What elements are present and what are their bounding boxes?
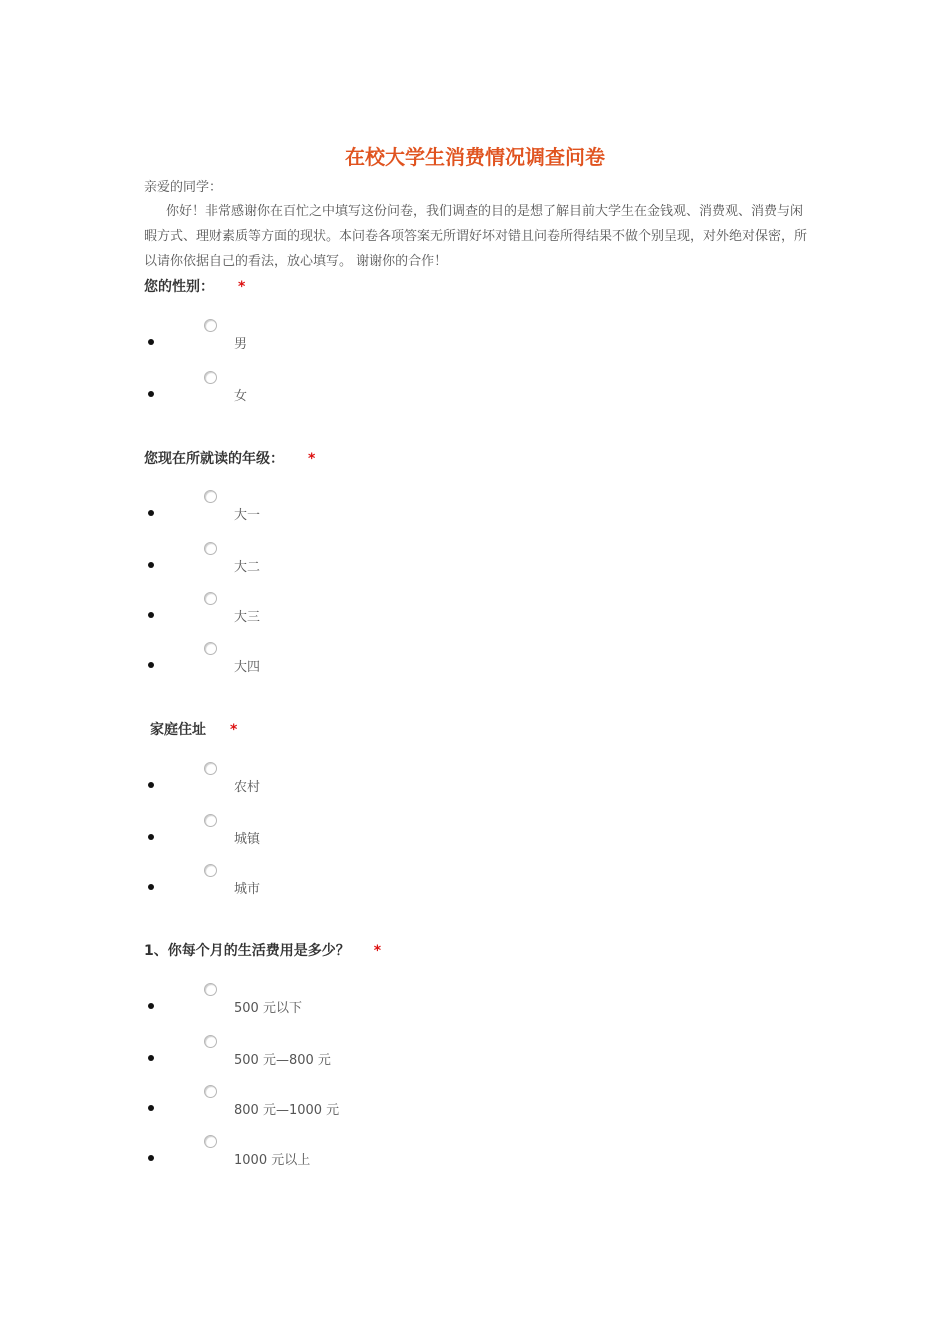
radio-button[interactable]	[204, 1085, 217, 1098]
radio-button[interactable]	[204, 319, 217, 332]
question-monthly-expense	[144, 940, 381, 960]
required-mark: *	[373, 943, 382, 959]
question-label: 您现在所就读的年级：	[144, 451, 284, 467]
required-mark: *	[230, 722, 238, 738]
radio-button[interactable]	[204, 490, 217, 503]
option-label: 女	[234, 389, 248, 404]
question-label: 1、你每个月的生活费用是多少？	[144, 943, 350, 959]
bullet-icon	[148, 612, 154, 618]
bullet-icon	[148, 1055, 154, 1061]
radio-button[interactable]	[204, 983, 217, 996]
intro-text: 你好！非常感谢你在百忙之中填写这份问卷，我们调查的目的是想了解目前大学生在金钱观、消费观、消费与闲暇方式、理财素质等方面的现状。本问卷各项答案无所谓好坏对错且问卷所得结果不做个别呈现，对外绝对保密，所以请你依据自己的看法，放心填写。 谢谢你的合作！	[144, 204, 808, 269]
option-label: 男	[234, 337, 248, 352]
bullet-icon	[148, 339, 154, 345]
option-label: 500 元以下	[234, 1001, 302, 1016]
greeting: 亲爱的同学：	[144, 180, 223, 195]
radio-button[interactable]	[204, 371, 217, 384]
question-label: 您的性别：	[144, 279, 214, 295]
radio-button[interactable]	[204, 762, 217, 775]
option-label: 农村	[234, 780, 261, 795]
radio-button[interactable]	[204, 1035, 217, 1048]
bullet-icon	[148, 510, 154, 516]
option-label: 大二	[234, 560, 261, 575]
question-home	[150, 719, 237, 739]
question-label: 家庭住址	[150, 722, 206, 738]
bullet-icon	[148, 884, 154, 890]
bullet-icon	[148, 562, 154, 568]
radio-button[interactable]	[204, 592, 217, 605]
bullet-icon	[148, 1105, 154, 1111]
option-label: 1000 元以上	[234, 1153, 311, 1168]
radio-button[interactable]	[204, 542, 217, 555]
question-grade	[144, 448, 315, 468]
option-label: 大四	[234, 660, 261, 675]
option-label: 大三	[234, 610, 261, 625]
bullet-icon	[148, 782, 154, 788]
option-label: 800 元—1000 元	[234, 1103, 340, 1118]
bullet-icon	[148, 1003, 154, 1009]
option-label: 大一	[234, 508, 261, 523]
option-label: 城镇	[234, 832, 261, 847]
radio-button[interactable]	[204, 864, 217, 877]
bullet-icon	[148, 834, 154, 840]
question-gender	[144, 276, 245, 296]
bullet-icon	[148, 1155, 154, 1161]
option-label: 城市	[234, 882, 261, 897]
option-label: 500 元—800 元	[234, 1053, 331, 1068]
bullet-icon	[148, 662, 154, 668]
bullet-icon	[148, 391, 154, 397]
survey-title: 在校大学生消费情况调查问卷	[345, 145, 605, 169]
radio-button[interactable]	[204, 814, 217, 827]
required-mark: *	[308, 451, 316, 467]
required-mark: *	[238, 279, 246, 295]
radio-button[interactable]	[204, 1135, 217, 1148]
radio-button[interactable]	[204, 642, 217, 655]
